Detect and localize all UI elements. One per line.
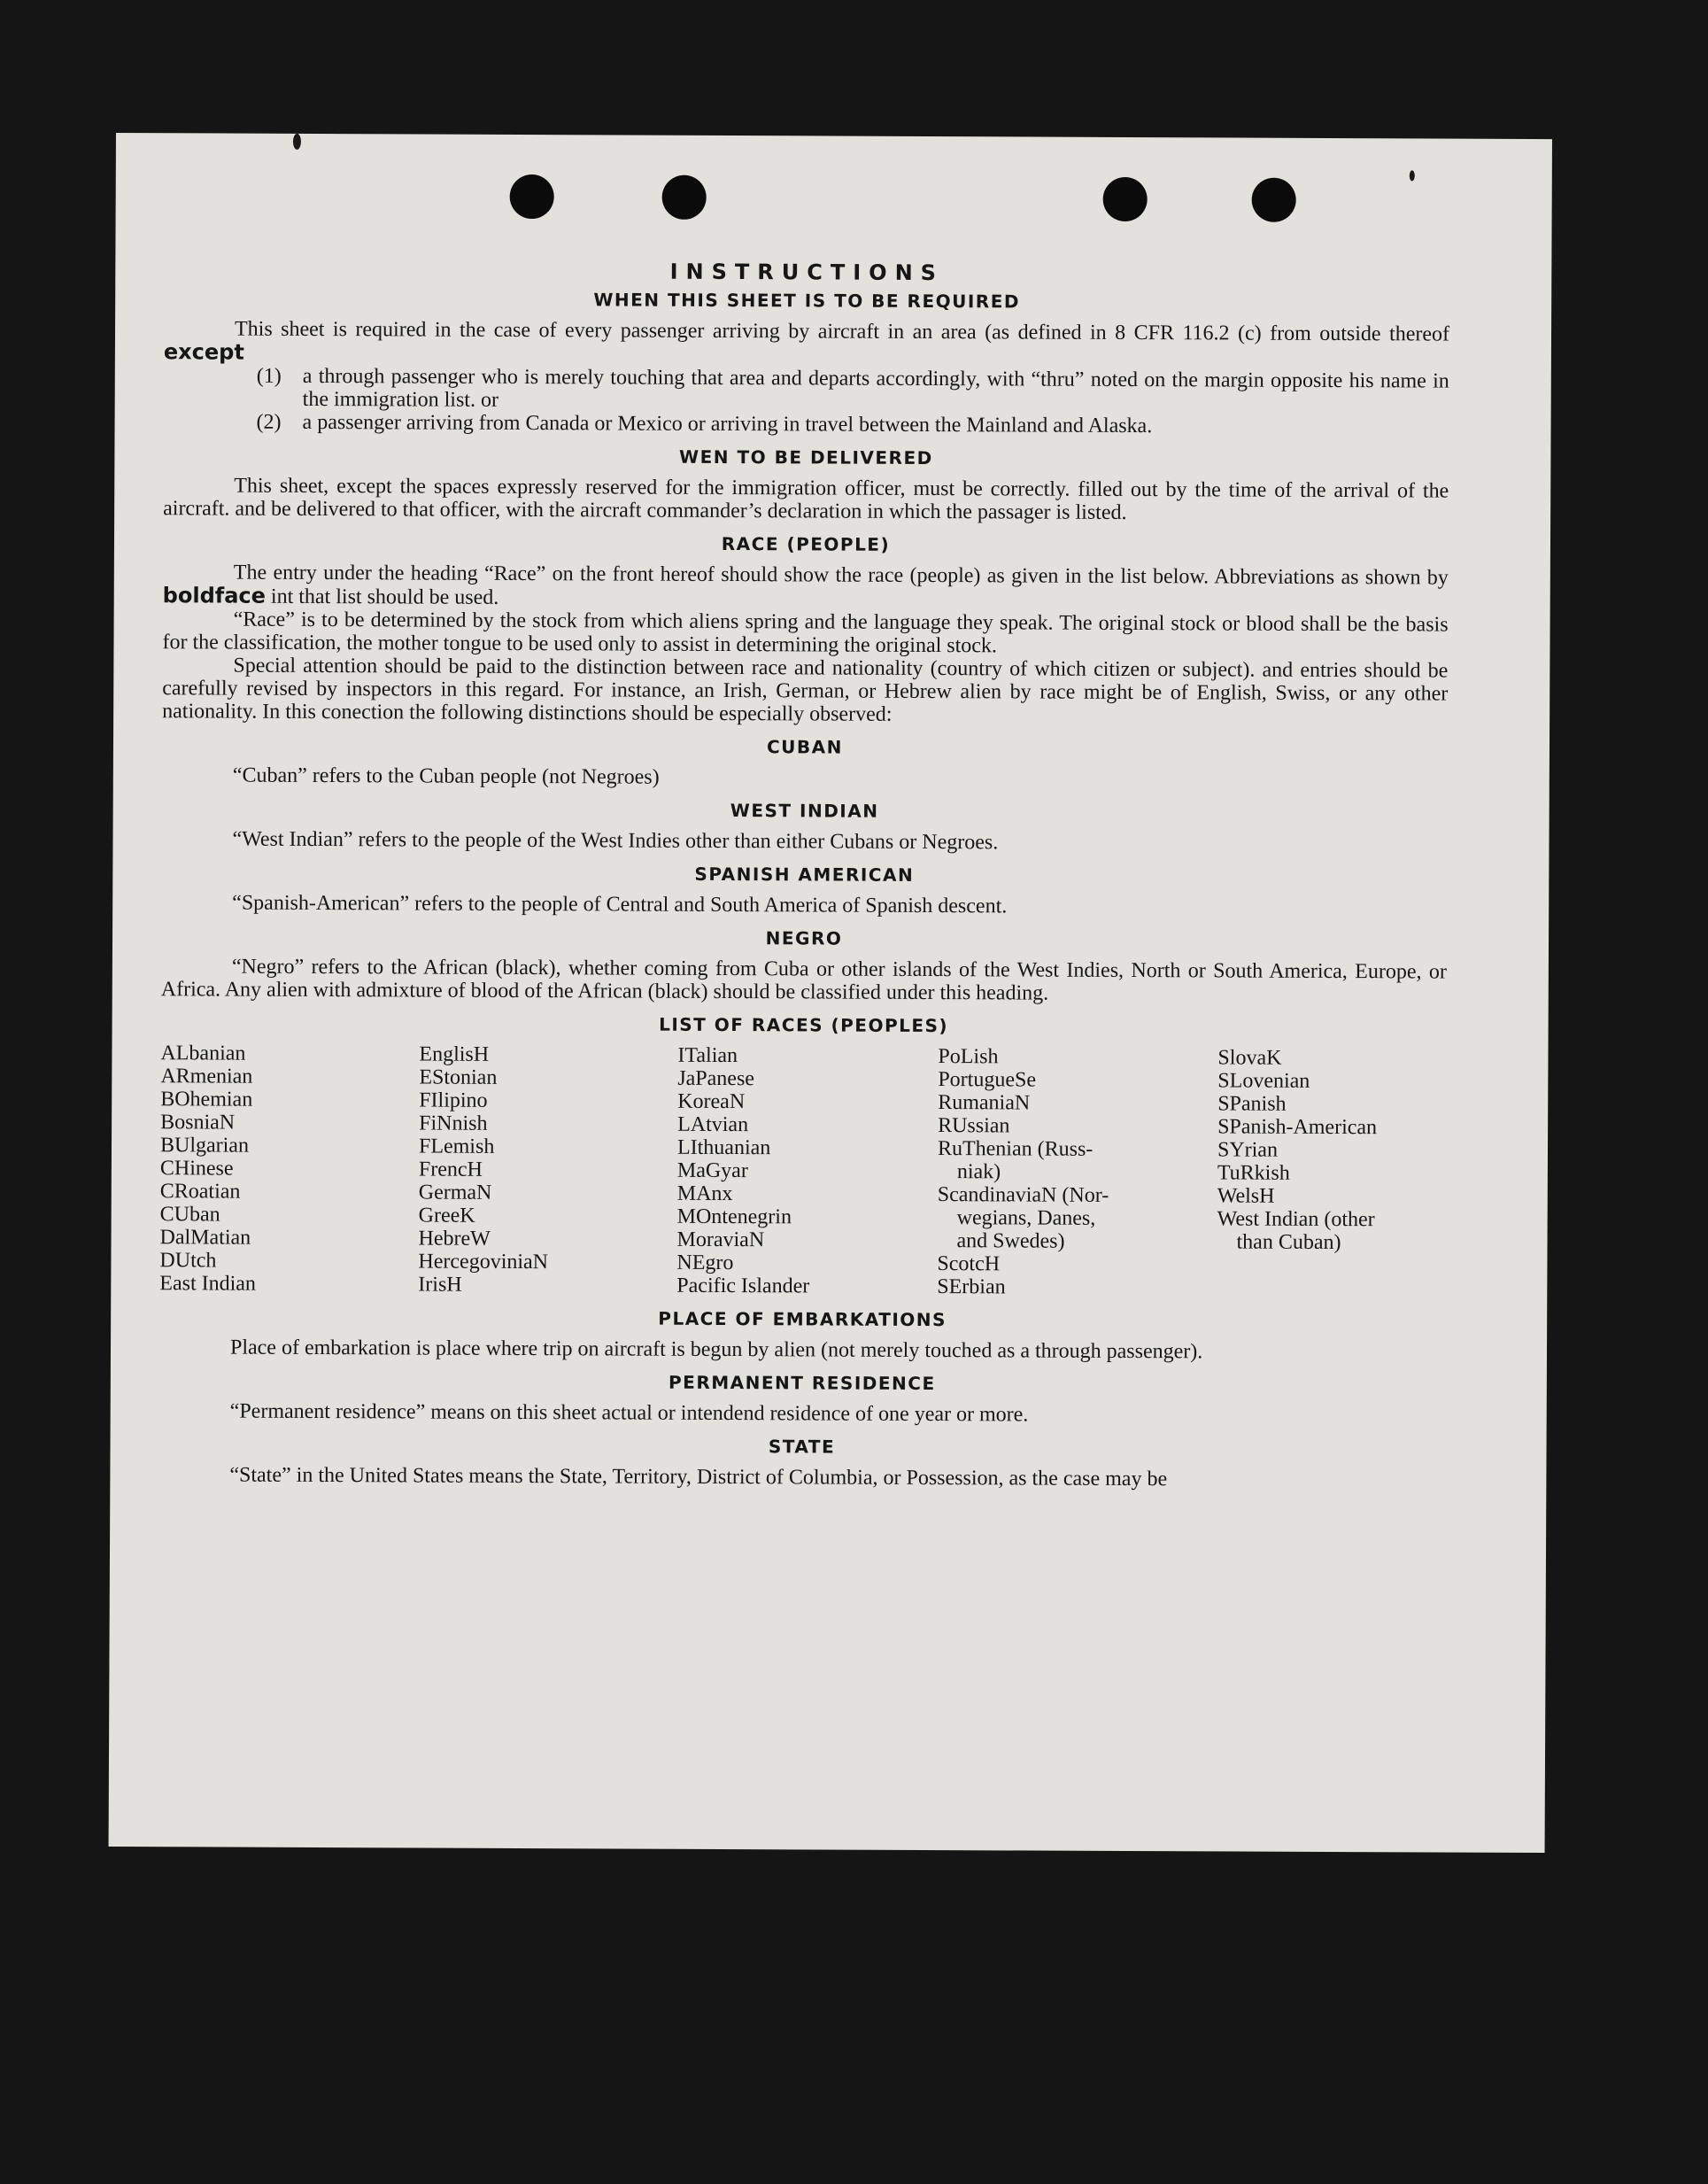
race-entry: HercegoviniaN xyxy=(418,1250,549,1274)
race-entry: MAnx xyxy=(676,1181,733,1206)
heading-state: STATE xyxy=(768,1436,836,1458)
race-entry: SlovaK xyxy=(1217,1046,1282,1070)
heading-permanent-residence: PERMANENT RESIDENCE xyxy=(668,1371,936,1395)
race-entry: than Cuban) xyxy=(1236,1230,1341,1255)
race-entry: RUssian xyxy=(938,1114,1010,1138)
race-entry: MoraviaN xyxy=(676,1228,765,1252)
negro-text: “Negro” refers to the African (black), whether coming from Cuba or other islands of the West Indies, North or South America, Europe, or Africa. Any alien with admixture of blood of the African (black) should be classified under this heading. xyxy=(160,955,1447,1005)
race-entry: West Indian (other xyxy=(1217,1207,1375,1232)
instructions-content xyxy=(158,257,1449,1491)
heading-cuban: CUBAN xyxy=(766,736,843,758)
embarkation-text: Place of embarkation is place where trip on aircraft is begun by alien (not merely touched as a through passenger). xyxy=(229,1336,1203,1364)
race-paragraph-1: The entry under the heading “Race” on the front hereof should show the race (people) as given in the list below. Abbreviations as shown by boldface int that list should be used. xyxy=(162,561,1449,609)
race-entry: ScotcH xyxy=(937,1252,1001,1276)
races-list xyxy=(159,1042,1446,1300)
race-entry: and Swedes) xyxy=(956,1229,1065,1253)
scan-speck xyxy=(293,134,301,150)
race-entry: DUtch xyxy=(159,1249,217,1273)
race-entry: PortugueSe xyxy=(938,1068,1037,1092)
race-entry: PoLish xyxy=(938,1045,999,1069)
race-entry: HebreW xyxy=(418,1227,491,1251)
spanish-american-text: “Spanish-American” refers to the people of Central and South America of Spanish descent. xyxy=(232,891,1008,918)
races-column xyxy=(1217,1046,1377,1300)
scan-speck xyxy=(1410,170,1415,181)
races-column xyxy=(418,1043,677,1297)
race-entry: WelsH xyxy=(1217,1184,1275,1208)
race-entry: BUlgarian xyxy=(159,1134,250,1158)
race-entry: DalMatian xyxy=(159,1226,251,1250)
punch-hole xyxy=(510,174,554,219)
race-entry: LAtvian xyxy=(677,1112,749,1137)
race-entry: CRoatian xyxy=(159,1180,241,1204)
race-entry: GreeK xyxy=(418,1204,475,1228)
heading-when-required: WHEN THIS SHEET IS TO BE REQUIRED xyxy=(593,289,1021,313)
cuban-text: “Cuban” refers to the Cuban people (not Negroes) xyxy=(232,763,660,789)
race-entry: ARmenian xyxy=(160,1065,253,1088)
race-entry: GermaN xyxy=(418,1181,492,1204)
race-entry: JaPanese xyxy=(677,1066,755,1091)
punch-hole xyxy=(1252,178,1296,222)
race-entry: FrencH xyxy=(418,1158,483,1181)
heading-when-delivered: WEN TO BE DELIVERED xyxy=(679,445,933,469)
west-indian-text: “West Indian” refers to the people of the West Indies other than either Cubans or Negroes. xyxy=(232,827,999,855)
race-entry: SPanish xyxy=(1217,1092,1287,1116)
race-entry: KoreaN xyxy=(677,1089,746,1114)
race-entry: MOntenegrin xyxy=(676,1204,792,1229)
race-entry: SLovenian xyxy=(1217,1069,1310,1093)
race-paragraph-3: Special attention should be paid to the distinction between race and nationality (country of which citizen or subject). and entries should be carefully revised by inspectors in this regard. For instance, an Irish, German, or Hebrew alien by race might be of English, Swiss, or any other nationality. In this conection the following distinctions should be especially observed: xyxy=(162,654,1449,726)
race-entry: FiNnish xyxy=(419,1111,488,1135)
heading-west-indian: WEST INDIAN xyxy=(730,800,879,822)
heading-negro: NEGRO xyxy=(765,927,843,949)
race-entry: IrisH xyxy=(418,1273,462,1297)
race-entry: FIlipino xyxy=(419,1088,488,1112)
races-column xyxy=(159,1042,419,1296)
document-page xyxy=(109,133,1552,1853)
race-entry: CHinese xyxy=(159,1157,234,1181)
race-entry: wegians, Danes, xyxy=(956,1206,1096,1230)
race-entry: ALbanian xyxy=(160,1042,246,1065)
races-column xyxy=(937,1045,1217,1299)
race-entry: ITalian xyxy=(677,1043,738,1068)
race-entry: LIthuanian xyxy=(676,1135,771,1160)
race-entry: MaGyar xyxy=(676,1158,748,1183)
race-entry: EnglisH xyxy=(419,1042,490,1066)
list-item: (1) a through passenger who is merely touching that area and departs accordingly, with “thru” noted on the margin opposite his name in the immigration list. or xyxy=(256,364,1449,412)
races-column xyxy=(676,1044,938,1298)
race-entry: RumaniaN xyxy=(938,1091,1031,1115)
race-entry: EStonian xyxy=(419,1065,498,1089)
race-entry: East Indian xyxy=(159,1272,257,1296)
race-entry: Pacific Islander xyxy=(676,1274,810,1298)
race-paragraph-2: “Race” is to be determined by the stock from which aliens spring and the language they speak. The original stock or blood shall be the basis for the classification, the mother tongue to be used only to assist in determining the original stock. xyxy=(162,608,1449,658)
punch-hole xyxy=(662,175,707,220)
race-entry: TuRkish xyxy=(1217,1161,1290,1185)
list-item: (2) a passenger arriving from Canada or Mexico or arriving in travel between the Mainland and Alaska. xyxy=(256,410,1153,438)
permanent-residence-text: “Permanent residence” means on this sheet actual or intendend residence of one year or more. xyxy=(229,1399,1029,1427)
punch-hole xyxy=(1103,177,1148,221)
race-entry: BosniaN xyxy=(160,1111,236,1135)
page-title: INSTRUCTIONS xyxy=(669,259,945,286)
heading-race: RACE (PEOPLE) xyxy=(721,532,891,555)
state-text: “State” in the United States means the State, Territory, District of Columbia, or Possession, as the case may be xyxy=(229,1463,1168,1491)
race-entry: RuThenian (Russ- xyxy=(937,1137,1094,1161)
race-entry: FLemish xyxy=(418,1135,495,1158)
race-entry: SYrian xyxy=(1217,1138,1279,1162)
race-entry: CUban xyxy=(159,1203,220,1227)
when-required-intro: This sheet is required in the case of every passenger arriving by aircraft in an area (as defined in 8 CFR 116.2 (c) from outside thereof except xyxy=(163,317,1450,365)
race-entry: SErbian xyxy=(937,1275,1006,1299)
race-entry: ScandinaviaN (Nor- xyxy=(937,1183,1109,1207)
heading-list-of-races: LIST OF RACES (PEOPLES) xyxy=(659,1013,949,1037)
race-entry: niak) xyxy=(956,1160,1001,1184)
heading-spanish-american: SPANISH AMERICAN xyxy=(694,863,915,886)
when-delivered-text: This sheet, except the spaces expressly reserved for the immigration officer, must be correctly. filled out by the time of the arrival of the aircraft. and be delivered to that officer, with the aircraft commander’s declaration in which the passager is listed. xyxy=(163,474,1449,524)
heading-embarkation: PLACE OF EMBARKATIONS xyxy=(658,1307,947,1331)
race-entry: NEgro xyxy=(676,1251,734,1275)
race-entry: BOhemian xyxy=(160,1088,253,1111)
race-entry: SPanish-American xyxy=(1217,1115,1378,1140)
